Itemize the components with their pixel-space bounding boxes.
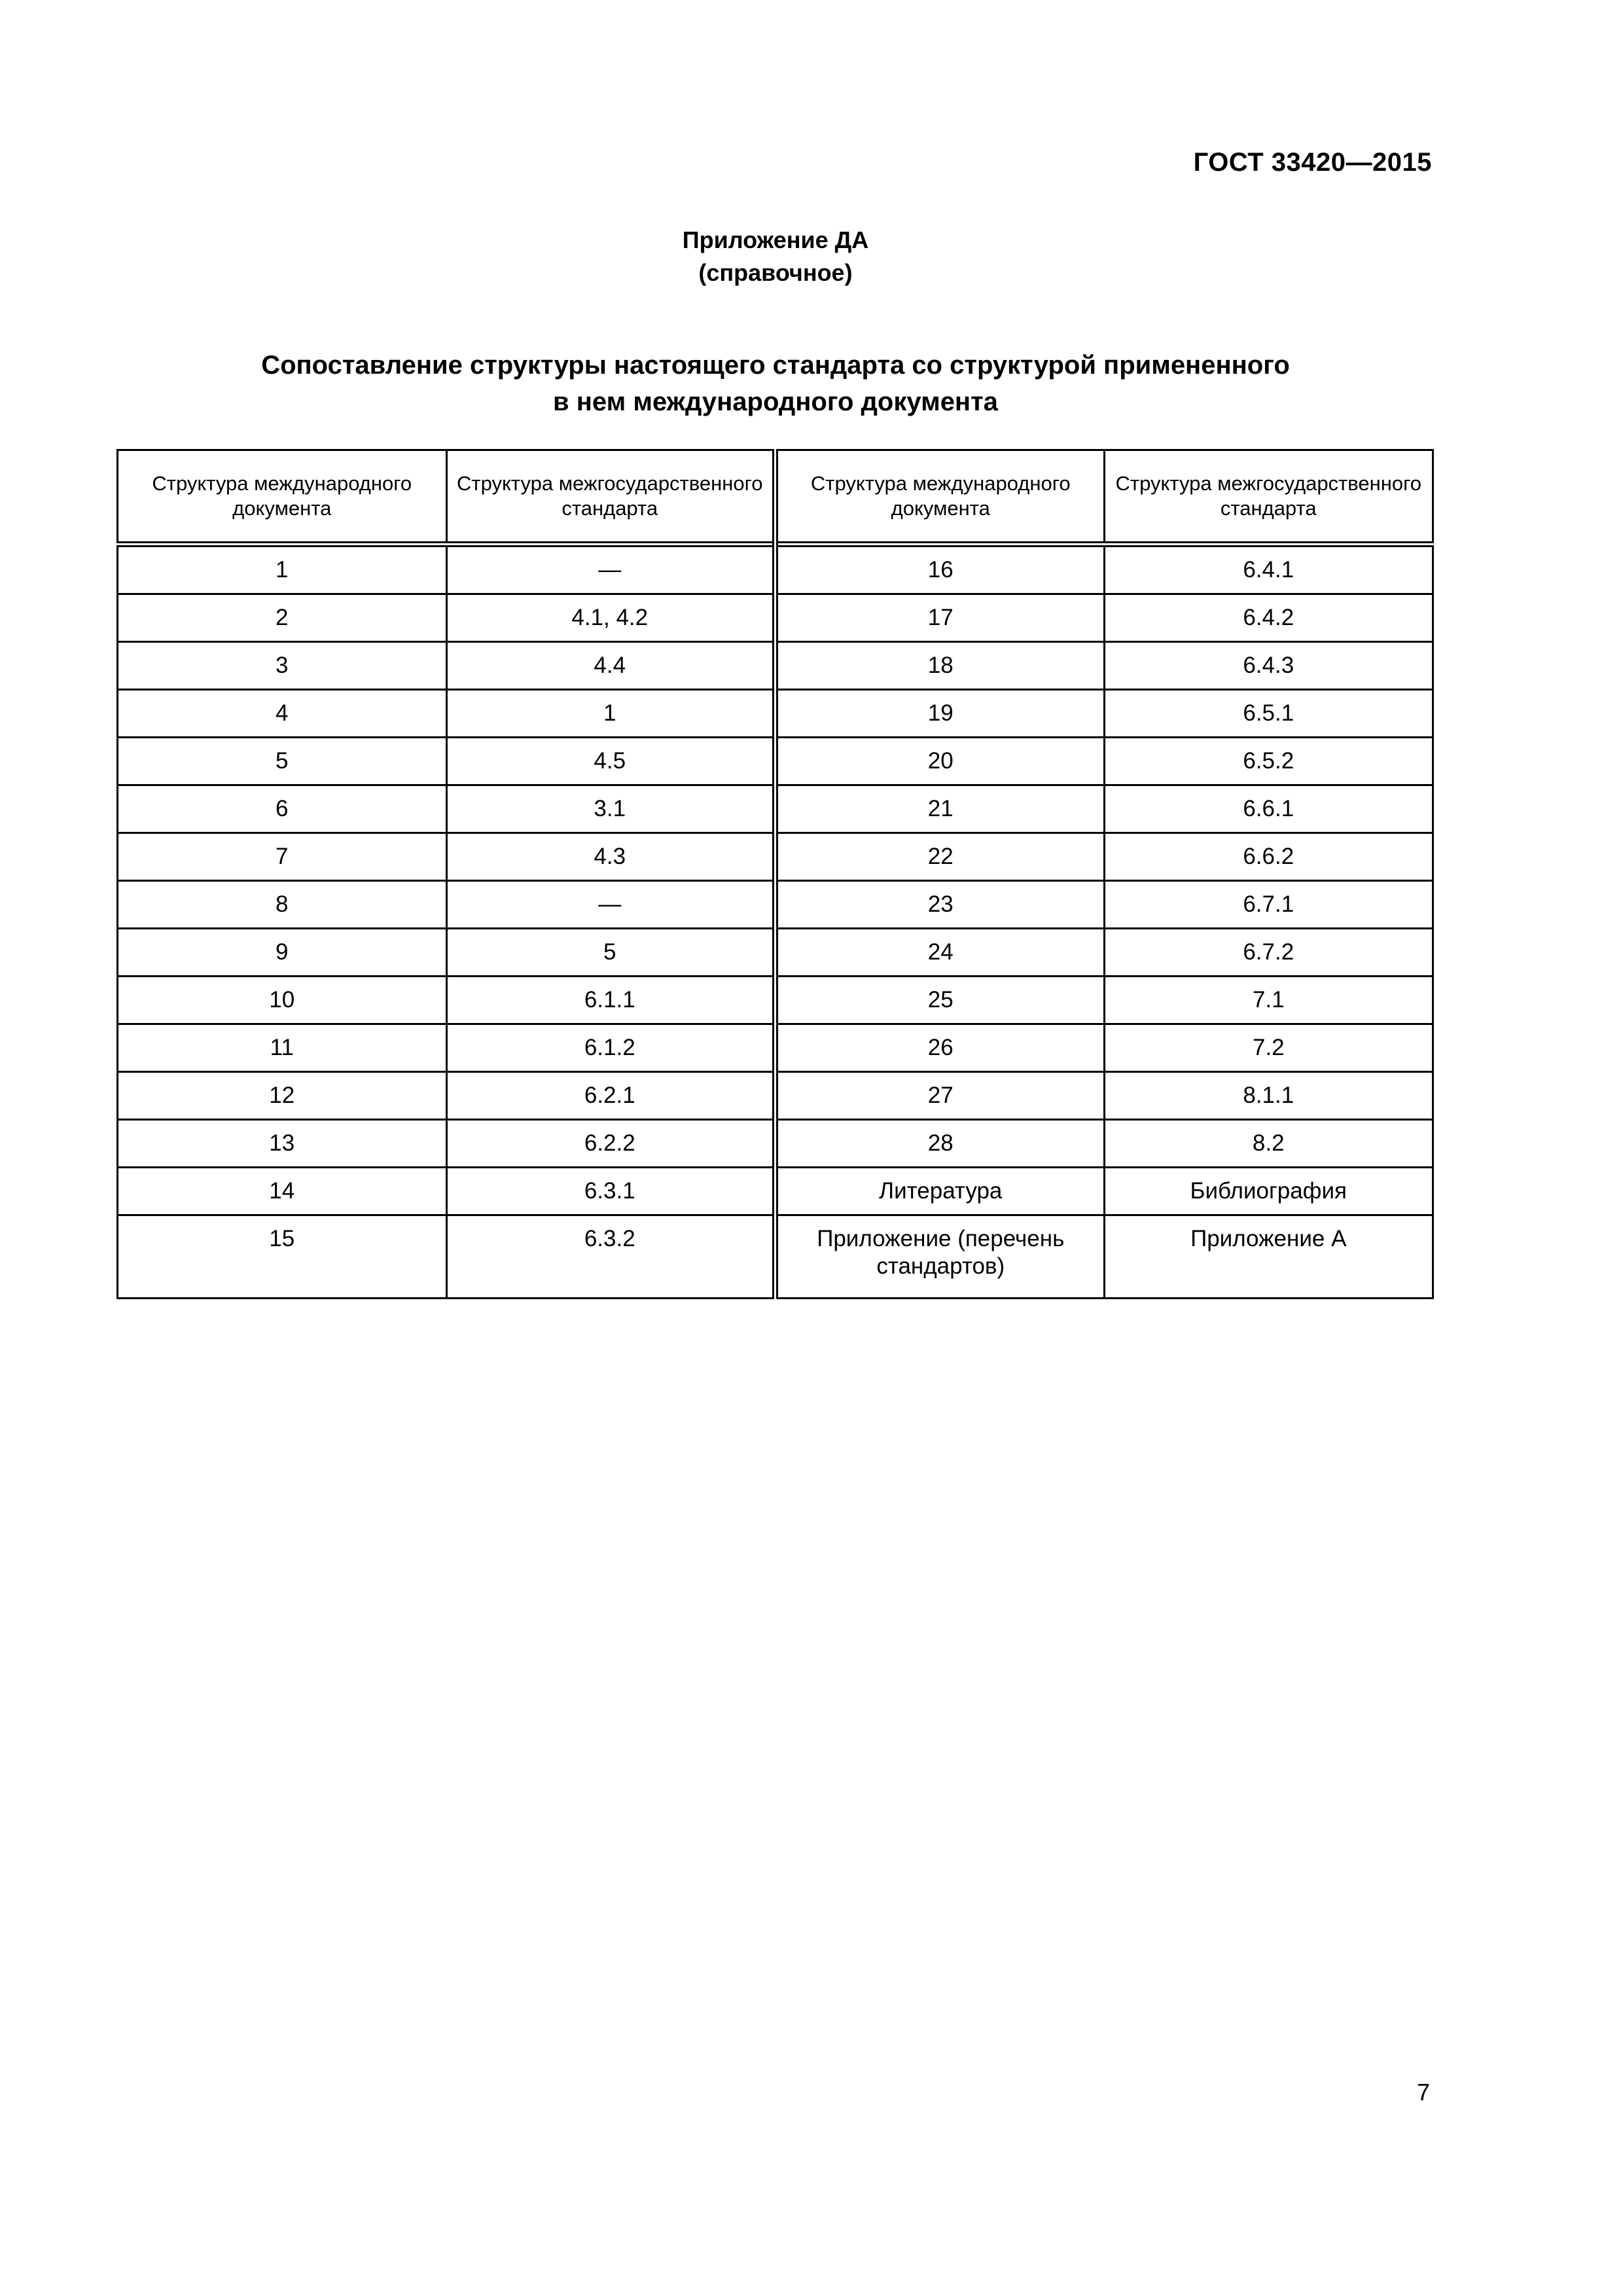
table-cell: Приложение (перечень стандартов)	[776, 1215, 1105, 1299]
table-cell: 18	[776, 642, 1105, 690]
table-cell: 6.6.2	[1104, 833, 1433, 881]
table-row	[118, 690, 1433, 738]
table-cell: 20	[776, 738, 1105, 785]
table-row	[118, 594, 1433, 642]
table-cell: Библиография	[1104, 1168, 1433, 1215]
table-title-line-1: Сопоставление структуры настоящего стандарта со структурой примененного	[261, 351, 1290, 380]
header-international-structure-left: Структура международного документа	[118, 450, 447, 545]
table-cell: 9	[118, 929, 447, 977]
table-title	[0, 347, 1551, 420]
header-interstate-structure-left: Структура межгосударственного стандарта	[446, 450, 776, 545]
table-row	[118, 929, 1433, 977]
table-cell: 25	[776, 977, 1105, 1024]
table-cell: 4.5	[446, 738, 776, 785]
table-cell: 21	[776, 785, 1105, 833]
table-body	[118, 545, 1433, 1299]
document-code: ГОСТ 33420—2015	[1193, 148, 1432, 177]
table-cell: 8.2	[1104, 1120, 1433, 1168]
table-cell: 17	[776, 594, 1105, 642]
table-cell: 14	[118, 1168, 447, 1215]
table-cell: 4.1, 4.2	[446, 594, 776, 642]
table-cell: 19	[776, 690, 1105, 738]
table-cell: 6.1.2	[446, 1024, 776, 1072]
table-cell: 1	[446, 690, 776, 738]
table-cell: Литература	[776, 1168, 1105, 1215]
table-cell: 27	[776, 1072, 1105, 1120]
table-cell: 6.3.2	[446, 1215, 776, 1299]
table-cell: 6.2.2	[446, 1120, 776, 1168]
table-row	[118, 1215, 1433, 1299]
comparison-table	[116, 449, 1434, 1299]
table-cell: 6.3.1	[446, 1168, 776, 1215]
table-cell: 6.6.1	[1104, 785, 1433, 833]
table-cell: —	[446, 545, 776, 594]
table-row	[118, 1120, 1433, 1168]
page-number: 7	[1416, 2079, 1430, 2106]
table-cell: 4.3	[446, 833, 776, 881]
table-cell: 11	[118, 1024, 447, 1072]
table-cell: 6.7.1	[1104, 881, 1433, 929]
table-cell: 8	[118, 881, 447, 929]
appendix-subtitle: (справочное)	[698, 259, 853, 286]
table-row	[118, 642, 1433, 690]
table-cell: 6.1.1	[446, 977, 776, 1024]
table-cell: 6.5.2	[1104, 738, 1433, 785]
table-cell: 7.1	[1104, 977, 1433, 1024]
table-row	[118, 785, 1433, 833]
appendix-heading	[0, 224, 1551, 289]
table-cell: 6.5.1	[1104, 690, 1433, 738]
table-cell: 7.2	[1104, 1024, 1433, 1072]
table-cell: 4.4	[446, 642, 776, 690]
table-cell: 2	[118, 594, 447, 642]
header-interstate-structure-right: Структура межгосударственного стандарта	[1104, 450, 1433, 545]
table-cell: 7	[118, 833, 447, 881]
appendix-title: Приложение ДА	[682, 226, 869, 253]
table-cell: 8.1.1	[1104, 1072, 1433, 1120]
table-row	[118, 1024, 1433, 1072]
table-row	[118, 1072, 1433, 1120]
table-cell: 3	[118, 642, 447, 690]
table-cell: 6.4.1	[1104, 545, 1433, 594]
table-row	[118, 881, 1433, 929]
table-header-row	[118, 450, 1433, 545]
table-cell: 6.2.1	[446, 1072, 776, 1120]
table-cell: 3.1	[446, 785, 776, 833]
table-cell: 10	[118, 977, 447, 1024]
table-cell: 6	[118, 785, 447, 833]
table-cell: 23	[776, 881, 1105, 929]
table-cell: 28	[776, 1120, 1105, 1168]
table-cell: 6.4.3	[1104, 642, 1433, 690]
table-row	[118, 977, 1433, 1024]
table-cell: 12	[118, 1072, 447, 1120]
table-title-line-2: в нем международного документа	[553, 387, 998, 416]
table-cell: 22	[776, 833, 1105, 881]
table-cell: 24	[776, 929, 1105, 977]
table-cell: 15	[118, 1215, 447, 1299]
table-cell: 1	[118, 545, 447, 594]
table-cell: —	[446, 881, 776, 929]
table-cell: 5	[446, 929, 776, 977]
table-cell: Приложение А	[1104, 1215, 1433, 1299]
table-row	[118, 738, 1433, 785]
comparison-table-container	[116, 449, 1434, 1299]
table-row	[118, 545, 1433, 594]
table-cell: 6.4.2	[1104, 594, 1433, 642]
table-cell: 26	[776, 1024, 1105, 1072]
table-cell: 6.7.2	[1104, 929, 1433, 977]
table-cell: 13	[118, 1120, 447, 1168]
header-international-structure-right: Структура международного документа	[776, 450, 1105, 545]
table-cell: 16	[776, 545, 1105, 594]
table-row	[118, 833, 1433, 881]
table-cell: 5	[118, 738, 447, 785]
table-row	[118, 1168, 1433, 1215]
table-cell: 4	[118, 690, 447, 738]
